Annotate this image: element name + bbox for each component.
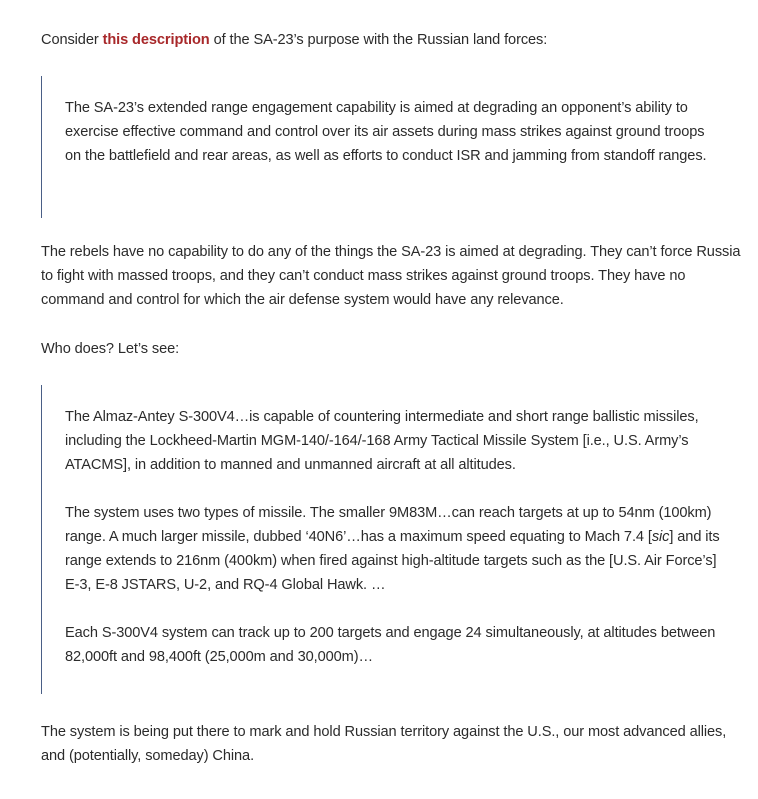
intro-paragraph xyxy=(41,28,741,52)
missile-text-before: The system uses two types of missile. The smaller 9M83M…can reach targets at up to 54nm (100km) range. A much larger missile, dubbed ‘40N6’…has a maximum speed equating to Mach 7.4 [ xyxy=(65,505,712,545)
s300v4-quote-paragraph-3: Each S-300V4 system can track up to 200 targets and engage 24 simultaneously, at altitudes between 82,000ft and 98,400ft (25,000m and 30,000m)… xyxy=(65,625,716,665)
rebels-paragraph: The rebels have no capability to do any of the things the SA-23 is aimed at degrading. They can’t force Russia to fight with massed troops, and they can’t conduct mass strikes against ground troops. They have no command and control for which the air defense system would have any relevance. xyxy=(41,244,741,308)
intro-text-before: Consider xyxy=(41,32,103,48)
final-paragraph: The system is being put there to mark and hold Russian territory against the U.S., our most advanced allies, and (potentially, someday) China. xyxy=(41,724,727,764)
s300v4-quote-paragraph-2 xyxy=(65,501,721,597)
s300v4-quote xyxy=(41,385,721,694)
intro-text-after: of the SA-23’s purpose with the Russian land forces: xyxy=(209,32,548,48)
description-link[interactable]: this description xyxy=(102,32,210,48)
sic-emphasis: sic xyxy=(651,529,670,545)
s300v4-quote-paragraph-1: The Almaz-Antey S-300V4…is capable of countering intermediate and short range ballistic missiles, including the Lockheed-Martin MGM-140/-164/-168 Army Tactical Missile System [i.e., U.S. Army’s ATACMS], in addition to manned and unmanned aircraft at all altitudes. xyxy=(65,409,699,473)
sa23-quote xyxy=(41,76,721,218)
sa23-quote-text: The SA-23’s extended range engagement capability is aimed at degrading an opponent’s ability to exercise effective command and control over its air assets during mass strikes against ground troops on the battlefield and rear areas, as well as efforts to conduct ISR and jamming from standoff ranges. xyxy=(65,100,707,164)
who-does-paragraph: Who does? Let’s see: xyxy=(41,341,180,357)
missile-text-after: ] and its range extends to 216nm (400km) when fired against high-altitude targets such as the [U.S. Air Force’s] E-3, E-8 JSTARS, U-2, and RQ-4 Global Hawk. … xyxy=(65,529,720,593)
